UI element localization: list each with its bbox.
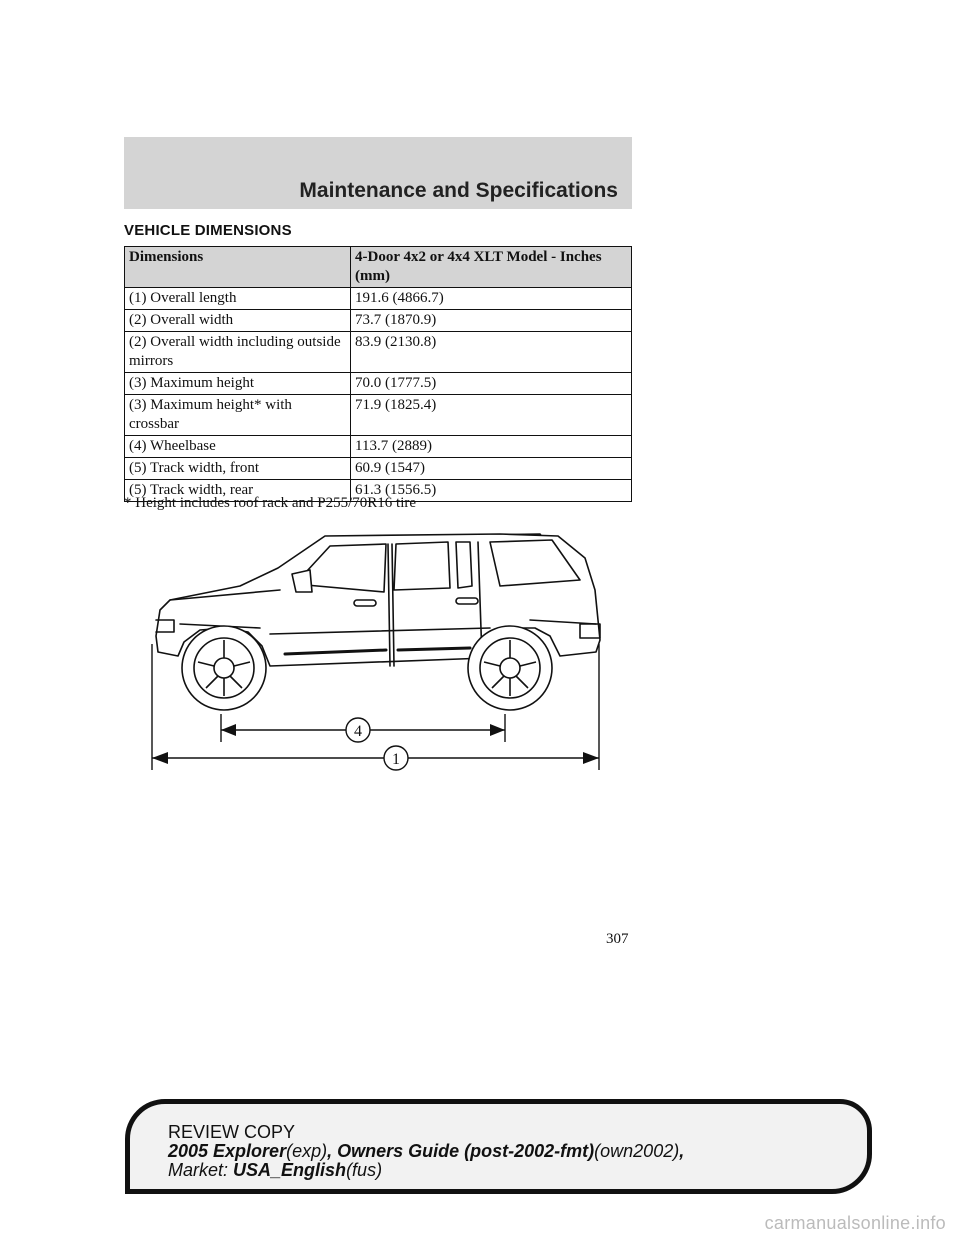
- table-row: [125, 395, 632, 436]
- dimension-name-cell: (4) Wheelbase: [125, 436, 351, 458]
- model-code: (exp): [286, 1141, 328, 1161]
- rear-wheel: [468, 626, 552, 710]
- review-copy-text: [168, 1123, 684, 1180]
- model-name: 2005 Explorer: [168, 1141, 287, 1161]
- front-wheel: [182, 626, 266, 710]
- column-header-dimensions: Dimensions: [125, 247, 351, 288]
- vehicle-side-view-diagram: [140, 528, 620, 778]
- dimension-name-cell: (3) Maximum height* with crossbar: [125, 395, 351, 436]
- table-row: [125, 458, 632, 480]
- dimension-value-cell: 83.9 (2130.8): [351, 332, 632, 373]
- review-model-line: 2005 Explorer(exp), Owners Guide (post-2002-fmt)(own2002),: [168, 1141, 685, 1161]
- review-copy-box: [125, 1099, 872, 1194]
- header-band: [124, 137, 632, 209]
- table-footnote: * Height includes roof rack and P255/70R16 tire: [124, 495, 417, 511]
- market-name: USA_English: [233, 1160, 347, 1180]
- dimension-value-cell: 60.9 (1547): [351, 458, 632, 480]
- dimension-name-cell: (1) Overall length: [125, 288, 351, 310]
- guide-name: Owners Guide (post-2002-fmt): [337, 1141, 595, 1161]
- dimension-value-cell: 73.7 (1870.9): [351, 310, 632, 332]
- review-market-line: [168, 1161, 684, 1180]
- table-header-row: [125, 247, 632, 288]
- dimension-name-cell: (2) Overall width: [125, 310, 351, 332]
- page-header-title: Maintenance and Specifications: [299, 179, 618, 202]
- table-row: [125, 436, 632, 458]
- dimension-value-cell: 71.9 (1825.4): [351, 395, 632, 436]
- table-row: [125, 332, 632, 373]
- dimension-callout-1: [384, 746, 408, 770]
- dimension-name-cell: (5) Track width, rear: [125, 480, 351, 502]
- dimension-name-cell: (2) Overall width including outside mirrors: [125, 332, 351, 373]
- table-row: [125, 288, 632, 310]
- dimensions-table: [124, 246, 632, 502]
- dimension-callout-4: [346, 718, 370, 742]
- dimension-name-cell: (5) Track width, front: [125, 458, 351, 480]
- guide-code: (own2002): [594, 1141, 680, 1161]
- column-header-model: 4-Door 4x2 or 4x4 XLT Model - Inches (mm): [351, 247, 632, 288]
- callout-label-overall-length: 1: [392, 751, 400, 768]
- dimension-value-cell: 70.0 (1777.5): [351, 373, 632, 395]
- callout-label-wheelbase: 4: [354, 723, 362, 740]
- section-title: VEHICLE DIMENSIONS: [124, 222, 292, 239]
- table-row: [125, 373, 632, 395]
- dimension-value-cell: 113.7 (2889): [351, 436, 632, 458]
- table-row: [125, 310, 632, 332]
- review-copy-line: REVIEW COPY: [168, 1122, 296, 1142]
- watermark-text: carmanualsonline.info: [764, 1213, 946, 1233]
- dimension-name-cell: (3) Maximum height: [125, 373, 351, 395]
- page-number: 307: [606, 931, 629, 947]
- market-label: Market:: [168, 1160, 229, 1180]
- dimension-value-cell: 191.6 (4866.7): [351, 288, 632, 310]
- dimension-value-cell: 61.3 (1556.5): [351, 480, 632, 502]
- market-code: (fus): [346, 1160, 383, 1180]
